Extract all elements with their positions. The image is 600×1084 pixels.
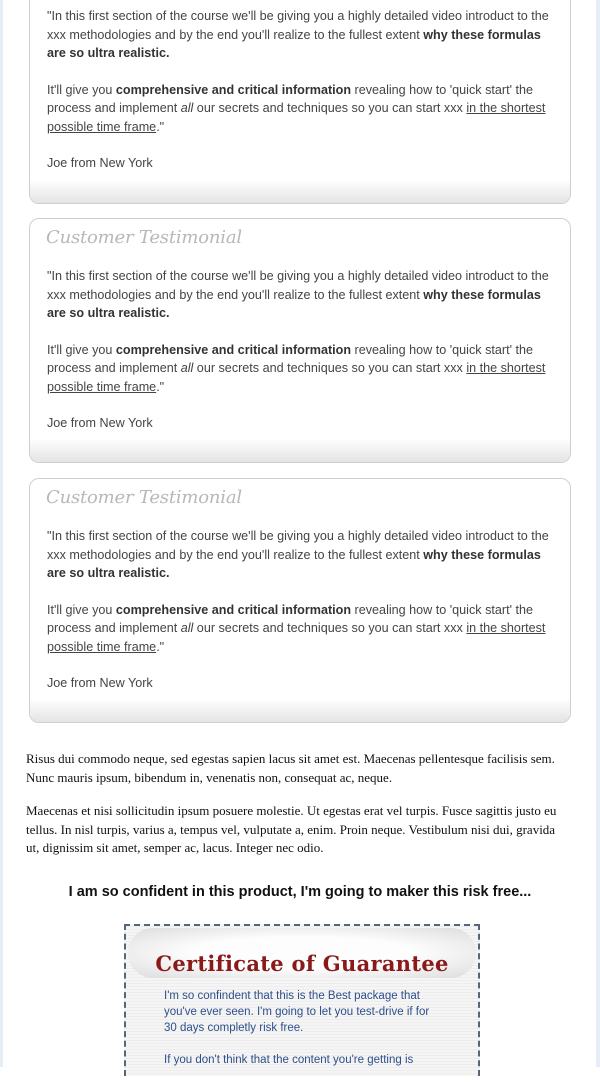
testimonial-highlight: comprehensive and critical information (115, 82, 352, 97)
guarantee-certificate (124, 924, 480, 1076)
risk-free-heading: I am so confident in this product, I'm going to maker this risk free... (68, 884, 532, 900)
certificate-paragraph: If you don't think that the content you're getting is (164, 1054, 414, 1066)
time-frame-link[interactable]: in the shortest possible time frame (47, 101, 546, 134)
testimonial-paragraph: It'll give you comprehensive and critical information revealing how to 'quick start' the process and implement all our secrets and techniques so you can start xxx in the shortest possible time frame." (47, 602, 546, 654)
testimonial-card (29, 478, 571, 723)
card-footer-shade (30, 440, 570, 462)
testimonial-paragraph: It'll give you comprehensive and critical information revealing how to 'quick start' the process and implement all our secrets and techniques so you can start xxx in the shortest possible time frame." (47, 342, 546, 394)
testimonial-author: Joe from New York (47, 416, 153, 430)
testimonial-highlight: why these formulas are so ultra realistic. (47, 547, 541, 580)
testimonial-title: Customer Testimonial (46, 487, 242, 508)
testimonial-paragraph: "In this first section of the course we'll be giving you a highly detailed video introduct to the xxx methodologies and by the end you'll realize to the fullest extent why these formulas are so ultra realistic. (47, 269, 549, 320)
testimonial-body (47, 527, 550, 693)
card-footer-shade (30, 181, 570, 203)
testimonial-paragraph: "In this first section of the course we'll be giving you a highly detailed video introduct to the xxx methodologies and by the end you'll realize to the fullest extent why these formulas are so ultra realistic. (47, 529, 549, 580)
testimonial-highlight: comprehensive and critical information (115, 342, 352, 357)
page-right-border (596, 0, 600, 1067)
time-frame-link[interactable]: in the shortest possible time frame (47, 621, 546, 654)
card-footer-shade (30, 700, 570, 722)
testimonial-title: Customer Testimonial (46, 227, 242, 248)
testimonial-author: Joe from New York (47, 156, 153, 170)
certificate-text (164, 988, 442, 1084)
certificate-paragraph: I'm so confindent that this is the Best package that you've ever seen. I'm going to let you test-drive if for 30 days completly risk free. (164, 990, 430, 1034)
testimonial-card (29, 0, 571, 204)
body-paragraph: Maecenas et nisi sollicitudin ipsum posuere molestie. Ut egestas erat vel turpis. Fusce sagittis justo eu tellus. In nisl turpis, varius a, tempus vel, vulputate a, enim. Proin neque. Vestibulum nisi dui, gravida ut, dignissim sit amet, semper ac, lacus. Integer nec odio. (26, 803, 557, 855)
testimonial-highlight: why these formulas are so ultra realistic. (47, 27, 541, 60)
testimonial-body (47, 267, 550, 433)
testimonial-paragraph: It'll give you comprehensive and critical information revealing how to 'quick start' the process and implement all our secrets and techniques so you can start xxx in the shortest possible time frame." (47, 82, 546, 134)
time-frame-link[interactable]: in the shortest possible time frame (47, 361, 546, 394)
testimonial-highlight: comprehensive and critical information (115, 602, 352, 617)
testimonial-card (29, 218, 571, 463)
testimonial-highlight: why these formulas are so ultra realistic. (47, 287, 541, 320)
testimonial-paragraph: "In this first section of the course we'll be giving you a highly detailed video introduct to the xxx methodologies and by the end you'll realize to the fullest extent why these formulas are so ultra realistic. (47, 9, 549, 60)
testimonial-body (47, 7, 550, 173)
body-paragraph: Risus dui commodo neque, sed egestas sapien lacus sit amet est. Maecenas pellentesque facilisis sem. Nunc mauris ipsum, bibendum in, venenatis non, consequat ac, neque. (26, 751, 555, 785)
certificate-title: Certificate of Guarantee (155, 951, 449, 976)
testimonial-author: Joe from New York (47, 676, 153, 690)
page-left-border (0, 0, 3, 1067)
